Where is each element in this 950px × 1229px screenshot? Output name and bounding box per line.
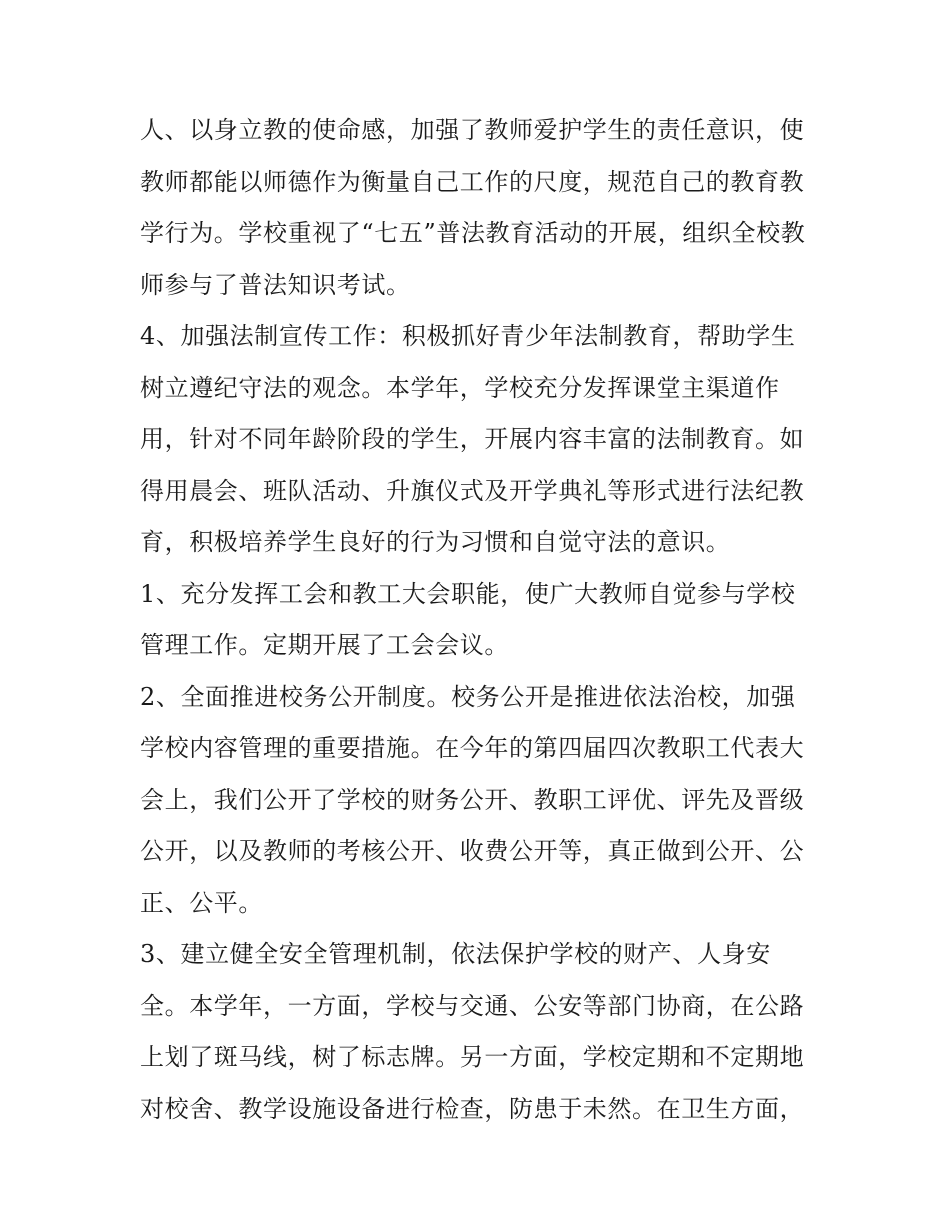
text-line: 人、以身立教的使命感，加强了教师爱护学生的责任意识，使 — [140, 116, 805, 144]
text-line: 2、全面推进校务公开制度。校务公开是推进依法治校，加强 — [140, 682, 796, 711]
text-line: 公开，以及教师的考核公开、收费公开等，真正做到公开、公 — [140, 837, 805, 865]
text-line: 4、加强法制宣传工作：积极抓好青少年法制教育，帮助学生 — [140, 322, 796, 350]
document-body — [140, 105, 830, 1135]
text-line: 树立遵纪守法的观念。本学年，学校充分发挥课堂主渠道作 — [140, 373, 780, 402]
text-line: 对校舍、教学设施设备进行检查，防患于未然。在卫生方面， — [140, 1094, 805, 1123]
text-line: 得用晨会、班队活动、升旗仪式及开学典礼等形式进行法纪教 — [140, 476, 805, 505]
text-line: 全。本学年，一方面，学校与交通、公安等部门协商，在公路 — [140, 991, 805, 1020]
text-line: 3、建立健全安全管理机制，依法保护学校的财产、人身安 — [140, 940, 771, 968]
text-line: 上划了斑马线，树了标志牌。另一方面，学校定期和不定期地 — [140, 1043, 805, 1071]
text-line: 学校内容管理的重要措施。在今年的第四届四次教职工代表大 — [140, 734, 805, 762]
text-line: 1、充分发挥工会和教工大会职能，使广大教师自觉参与学校 — [140, 579, 796, 608]
text-line: 师参与了普法知识考试。 — [140, 270, 411, 299]
text-line: 育，积极培养学生良好的行为习惯和自觉守法的意识。 — [140, 528, 731, 556]
text-line: 用，针对不同年龄阶段的学生，开展内容丰富的法制教育。如 — [140, 425, 805, 453]
text-line: 正、公平。 — [140, 888, 263, 917]
text-line: 教师都能以师德作为衡量自己工作的尺度，规范自己的教育教 — [140, 167, 805, 196]
text-line: 管理工作。定期开展了工会会议。 — [140, 631, 509, 659]
text-line: 学行为。学校重视了“七五”普法教育活动的开展，组织全校教 — [140, 219, 806, 247]
text-line: 会上，我们公开了学校的财务公开、教职工评优、评先及晋级 — [140, 785, 805, 814]
